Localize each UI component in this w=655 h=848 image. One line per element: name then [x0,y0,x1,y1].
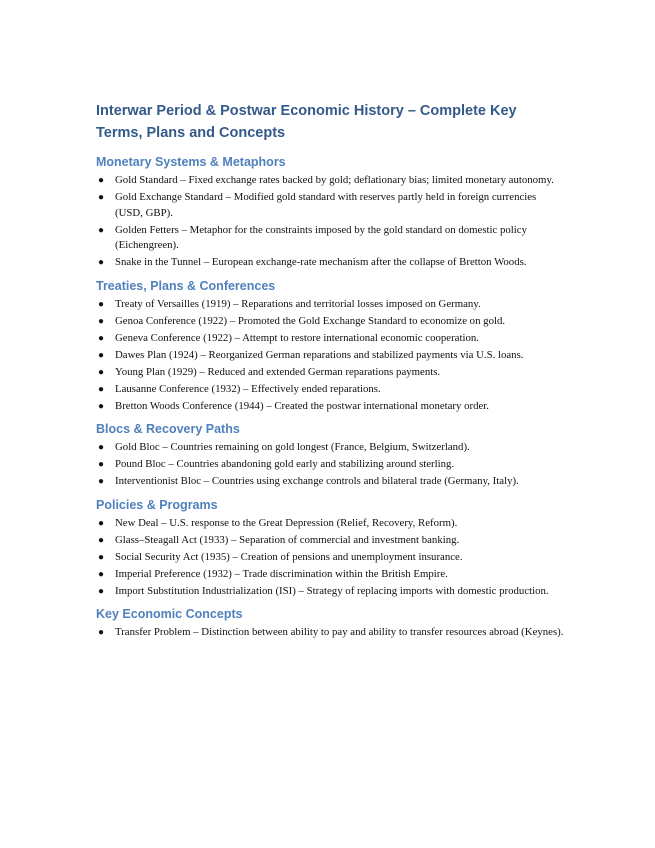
bullet-list [96,173,566,271]
bullet-list [96,625,566,641]
bullet-icon: ● [98,366,105,378]
bullet-icon: ● [98,459,105,470]
list-item [96,331,566,347]
bullet-icon: ● [98,568,105,580]
section-heading: Treaties, Plans & Conferences [96,278,276,293]
list-item-text: Gold Bloc – Countries remaining on gold longest (France, Belgium, Switzerland). [115,441,470,453]
list-item-text: Glass–Steagall Act (1933) – Separation of commercial and investment banking. [115,533,460,546]
bullet-icon: ● [98,332,105,344]
list-item [96,399,566,415]
section-blocs-recovery [96,421,566,490]
section-heading: Policies & Programs [96,497,218,512]
bullet-icon: ● [98,534,105,546]
list-item [96,474,566,490]
list-item-text: Golden Fetters – Metaphor for the constraints imposed by the gold standard on domestic policy (Eichengreen). [115,223,528,251]
list-item-text: Import Substitution Industrialization (ISI) – Strategy of replacing imports with domestic production. [115,584,549,597]
section-heading: Monetary Systems & Metaphors [96,155,286,169]
bullet-icon: ● [98,349,105,361]
list-item-text: Gold Exchange Standard – Modified gold standard with reserves partly held in foreign currencies (USD, GBP). [115,191,537,219]
bullet-icon: ● [98,257,105,268]
list-item [96,457,566,473]
list-item [96,625,566,641]
list-item-text: Imperial Preference (1932) – Trade discrimination within the British Empire. [115,567,448,580]
section-policies-programs [96,497,566,600]
bullet-icon: ● [98,476,105,487]
bullet-icon: ● [98,585,105,597]
list-item-text: Genoa Conference (1922) – Promoted the Gold Exchange Standard to economize on gold. [115,314,506,327]
list-item-text: Dawes Plan (1924) – Reorganized German reparations and stabilized payments via U.S. loans. [115,348,524,361]
list-item-text: Bretton Woods Conference (1944) – Created the postwar international monetary order. [115,399,490,412]
section-treaties-plans [96,278,566,415]
list-item [96,516,566,532]
list-item-text: Snake in the Tunnel – European exchange-rate mechanism after the collapse of Bretton Woods. [115,256,527,268]
list-item [96,173,566,189]
list-item [96,190,566,221]
list-item [96,440,566,456]
list-item-text: Social Security Act (1935) – Creation of pensions and unemployment insurance. [115,550,463,563]
list-item-text: Geneva Conference (1922) – Attempt to restore international economic cooperation. [115,331,479,344]
list-item [96,223,566,254]
document-page [96,100,566,648]
list-item [96,297,566,313]
list-item-text: Gold Standard – Fixed exchange rates backed by gold; deflationary bias; limited monetary autonomy. [115,174,554,186]
section-key-concepts [96,606,566,641]
list-item [96,584,566,600]
bullet-list [96,297,566,415]
bullet-icon: ● [98,383,105,395]
bullet-icon: ● [98,192,105,203]
section-heading: Blocs & Recovery Paths [96,422,240,436]
list-item [96,365,566,381]
list-item [96,348,566,364]
page-title: Interwar Period & Postwar Economic History – Complete Key Terms, Plans and Concepts [96,103,517,141]
list-item-text: Pound Bloc – Countries abandoning gold early and stabilizing around sterling. [115,458,455,470]
list-item-text: Treaty of Versailles (1919) – Reparations and territorial losses imposed on Germany. [115,297,481,310]
list-item [96,314,566,330]
section-heading: Key Economic Concepts [96,607,243,621]
list-item-text: Interventionist Bloc – Countries using exchange controls and bilateral trade (Germany, Italy). [115,475,519,487]
bullet-icon: ● [98,224,105,236]
list-item-text: Transfer Problem – Distinction between ability to pay and ability to transfer resources abroad (Keynes). [115,626,564,638]
section-monetary-systems [96,154,566,271]
bullet-list [96,440,566,490]
list-item-text: New Deal – U.S. response to the Great Depression (Relief, Recovery, Reform). [115,516,458,529]
list-item [96,255,566,271]
bullet-icon: ● [98,442,105,453]
bullet-list [96,516,566,600]
bullet-icon: ● [98,551,105,563]
list-item [96,567,566,583]
bullet-icon: ● [98,315,105,327]
list-item [96,533,566,549]
list-item [96,382,566,398]
list-item-text: Lausanne Conference (1932) – Effectively ended reparations. [115,382,381,395]
list-item-text: Young Plan (1929) – Reduced and extended German reparations payments. [115,365,441,378]
bullet-icon: ● [98,175,105,186]
bullet-icon: ● [98,627,105,638]
bullet-icon: ● [98,517,105,529]
list-item [96,550,566,566]
bullet-icon: ● [98,400,105,412]
bullet-icon: ● [98,298,105,310]
